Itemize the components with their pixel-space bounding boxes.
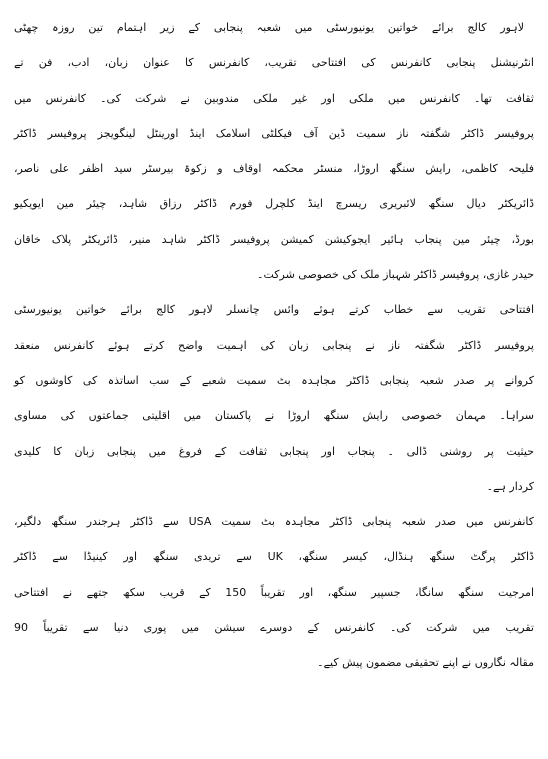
text-line: انٹرنیشنل پنجابی کانفرنس کی افتتاحی تقریب، کانفرنس کا عنوان زبان، ادب، فن تے <box>14 56 534 70</box>
text-line: ثقافت تھا۔ کانفرنس میں ملکی اور غیر ملکی مندوبین نے شرکت کی۔ کانفرنس میں <box>14 91 534 105</box>
text-line: پروفیسر ڈاکٹر شگفتہ ناز سمیت ڈین آف فیکلٹی اسلامک اینڈ اورینٹل لینگویجز پروفیسر ڈاکٹر <box>14 126 534 140</box>
text-line: تقریب میں شرکت کی۔ کانفرنس کے دوسرے سیشن میں پوری دنیا سے تقریباً 90 <box>14 621 534 635</box>
text-line: کردار ہے۔ <box>486 479 534 493</box>
article-body <box>14 10 534 681</box>
text-line: مقالہ نگاروں نے اپنے تحقیقی مضمون پیش کیے۔ <box>317 656 534 670</box>
text-line: ڈاکٹر پرگٹ سنگھ ہنڈال، کیسر سنگھ، UK سے تریدی سنگھ اور کینیڈا سے ڈاکٹر <box>14 550 534 564</box>
text-line: ڈائریکٹر دیال سنگھ لائبریری ریسرچ اینڈ کلچرل فورم ڈاکٹر رزاق شاہد، چیئر مین ایویکیو <box>14 197 534 211</box>
text-line: فلیحہ کاظمی، رایش سنگھ اروڑا، منسٹر محکمہ اوقاف و زکوۃ بیرسٹر سید اظفر علی ناصر، <box>14 162 534 176</box>
text-line: بورڈ، چیئر مین پنجاب ہائیر ایجوکیشن کمیشن پروفیسر ڈاکٹر شاہد منیر، ڈائریکٹر پلاک خاقان <box>14 232 534 246</box>
text-line: کروانے پر صدر شعبہ پنجابی ڈاکٹر مجاہدہ بٹ سمیت شعبے کے سب اساتذہ کی کاوشوں کو <box>14 373 534 387</box>
text-line: حیدر غازی، پروفیسر ڈاکٹر شہباز ملک کی خصوصی شرکت۔ <box>257 268 534 282</box>
text-line: کانفرنس میں صدر شعبہ پنجابی ڈاکٹر مجاہدہ بٹ سمیت USA سے ڈاکٹر ہرجندر سنگھ دلگیر، <box>14 515 534 529</box>
text-line: سراہا۔ مہمان خصوصی رایش سنگھ اروڑا نے پاکستان میں اقلیتی جماعتوں کی مساوی <box>14 409 534 423</box>
paragraph-opening-address <box>14 292 534 504</box>
text-line: لاہور کالج برائے خواتین یونیورسٹی میں شعبہ پنجابی کے زیر اہتمام تین روزہ چھٹی <box>14 21 524 34</box>
text-line: حیثیت پر روشنی ڈالی ۔ پنجاب اور پنجابی ثقافت کے فروغ میں پنجابی زبان کا کلیدی <box>14 444 534 458</box>
text-line: پروفیسر ڈاکٹر شگفتہ ناز نے پنجابی زبان کی اہمیت واضح کرتے ہوئے کانفرنس منعقد <box>14 338 534 352</box>
text-line: امرجیت سنگھ سانگا، جسپیر سنگھ، اور تقریباً 150 کے قریب سکھ جتھے نے افتتاحی <box>14 585 534 599</box>
paragraph-participants <box>14 504 534 680</box>
paragraph-conference-intro <box>14 10 534 292</box>
text-line: افتتاحی تقریب سے خطاب کرتے ہوئے وائس چانسلر لاہور کالج برائے خواتین یونیورسٹی <box>14 303 534 317</box>
